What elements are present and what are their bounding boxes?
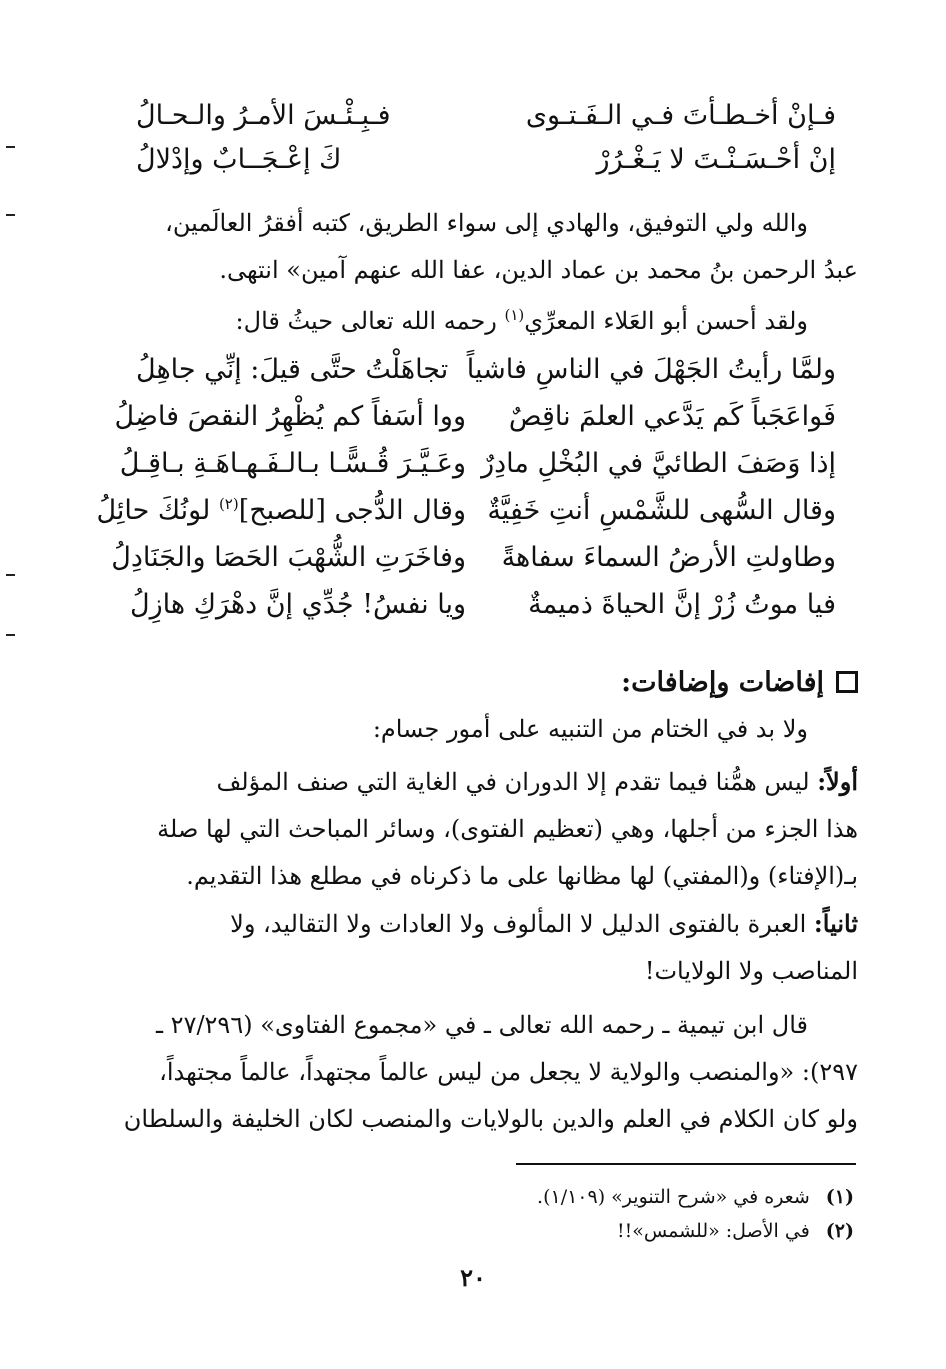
verse-first-hemistich: فيا موتُ زُرْ إنَّ الحياةَ ذميمةٌ (528, 589, 836, 620)
scan-edge-mark (6, 634, 15, 636)
footnote-item (254, 1180, 854, 1214)
quote-paragraph (116, 1002, 858, 1143)
verse-first-hemistich: وطاولتِ الأرضُ السماءَ سفاهةً (501, 542, 836, 573)
verse-first-hemistich: إذا وَصَفَ الطائيَّ في البُخْلِ مادِرٌ (481, 448, 836, 479)
scan-edge-mark (6, 574, 15, 576)
paragraph-line: والله ولي التوفيق، والهادي إلى سواء الطريق، كتبه أفقرُ العالَمين، (165, 209, 808, 237)
poem-verses (96, 354, 836, 636)
verse-first-hemistich: وقال السُّهى للشَّمْسِ أنتِ خَفِيَّةٌ (487, 495, 836, 526)
footnote-separator (516, 1163, 856, 1165)
page-number: ٢٠ (460, 1263, 486, 1292)
closing-paragraph (116, 200, 858, 294)
paragraph-line: ولا بد في الختام من التنبيه على أمور جسام: (372, 715, 808, 743)
verse-line (114, 401, 836, 448)
hemistich-text-start: وقال الدُّجى [للصبح] (238, 495, 466, 526)
section-intro (116, 706, 858, 753)
paragraph-line: هذا الجزء من أجلها، وهي (تعظيم الفتوى)، وسائر المباحث التي لها صلة (157, 815, 858, 843)
footnote-ref: (١) (504, 306, 525, 324)
line-text: العبرة بالفتوى الدليل لا المألوف ولا العادات ولا التقاليد، ولا (230, 910, 814, 938)
point-two-paragraph (116, 900, 858, 995)
intro-line (116, 298, 858, 345)
verse-second-hemistich: كَ إعْـجَــابٌ وإدْلالُ (136, 144, 342, 175)
verse-line (136, 100, 836, 144)
intro-text-start: ولقد أحسن أبو العَلاء المعرِّي (524, 307, 808, 335)
verse-first-hemistich: فَواعَجَباً كَم يَدَّعي العلمَ ناقِصٌ (508, 401, 836, 432)
footnote-number: (٢) (825, 1220, 854, 1242)
verse-line (119, 448, 836, 495)
verse-line (96, 495, 836, 542)
paragraph-line (116, 758, 858, 806)
verse-second-hemistich: ووا أسَفاً كم يُظْهِرُ النقصَ فاضِلُ (114, 401, 466, 432)
intro-text (116, 298, 858, 345)
paragraph-line: بـ(الإفتاء) و(المفتي) لها مظانها على ما ذكرناه في مطلع هذا التقديم. (186, 862, 858, 890)
paragraph-line: المناصب ولا الولايات! (644, 957, 858, 985)
footnotes (254, 1180, 854, 1248)
verse-second-hemistich: تجاهَلْتُ حتَّى قيلَ: إنِّي جاهِلُ (136, 354, 449, 385)
verse-line (136, 354, 836, 401)
intro-text-end: رحمه الله تعالى حيثُ قال: (235, 307, 505, 335)
verse-second-hemistich: فـبِـئْـسَ الأمـرُ والـحـالُ (136, 100, 391, 131)
footnote-text: شعره في «شرح التنوير» (١/١٠٩). (537, 1186, 810, 1208)
verse-second-hemistich: ويا نفسُ! جُدِّي إنَّ دهْرَكِ هازِلُ (130, 589, 466, 620)
hemistich-text-end: لونُكَ حائِلُ (96, 495, 219, 526)
section-heading (621, 660, 858, 704)
top-verses (136, 100, 836, 188)
paragraph-line: قال ابن تيمية ـ رحمه الله تعالى ـ في «مجموع الفتاوى» (٢٧/٢٩٦ ـ (156, 1011, 808, 1039)
paragraph-line: عبدُ الرحمن بنُ محمد بن عماد الدين، عفا الله عنهم آمين» انتهى. (219, 256, 858, 284)
paragraph-line: ٢٩٧): «والمنصب والولاية لا يجعل من ليس عالماً مجتهداً، عالماً مجتهداً، (159, 1058, 858, 1086)
verse-first-hemistich: ولمَّا رأيتُ الجَهْلَ في الناسِ فاشياً (466, 354, 836, 385)
scan-edge-mark (6, 146, 15, 148)
verse-second-hemistich (96, 495, 466, 526)
footnote-ref: (٢) (218, 495, 239, 513)
footnote-number: (١) (825, 1186, 854, 1208)
verse-second-hemistich: وعَـيَّـرَ قُـسًّـا بـالـفَـهـاهَـةِ بـاقِـلُ (119, 448, 466, 479)
verse-first-hemistich: إنْ أحْـسَـنْـتَ لا يَـغْـرُرْ (596, 144, 836, 175)
square-bullet-icon (836, 671, 858, 693)
scan-edge-mark (6, 214, 15, 216)
point-lead: ثانياً: (813, 909, 858, 938)
point-one-paragraph (116, 758, 858, 900)
verse-first-hemistich: فـإنْ أخـطـأتَ فـي الـفَـتـوى (525, 100, 836, 131)
paragraph-line (116, 900, 858, 948)
point-lead: أولاً: (817, 767, 858, 796)
verse-line (111, 542, 836, 589)
verse-line (130, 589, 836, 636)
footnote-item (254, 1214, 854, 1248)
footnote-text: في الأصل: «للشمس»!! (616, 1220, 810, 1242)
line-text: ليس همُّنا فيما تقدم إلا الدوران في الغاية التي صنف المؤلف (216, 768, 818, 796)
paragraph-line: ولو كان الكلام في العلم والدين بالولايات والمنصب لكان الخليفة والسلطان (123, 1105, 858, 1133)
verse-line (136, 144, 836, 188)
section-heading-text: إفاضات وإضافات: (621, 666, 824, 698)
verse-second-hemistich: وفاخَرَتِ الشُّهْبَ الحَصَا والجَنَادِلُ (111, 542, 466, 573)
